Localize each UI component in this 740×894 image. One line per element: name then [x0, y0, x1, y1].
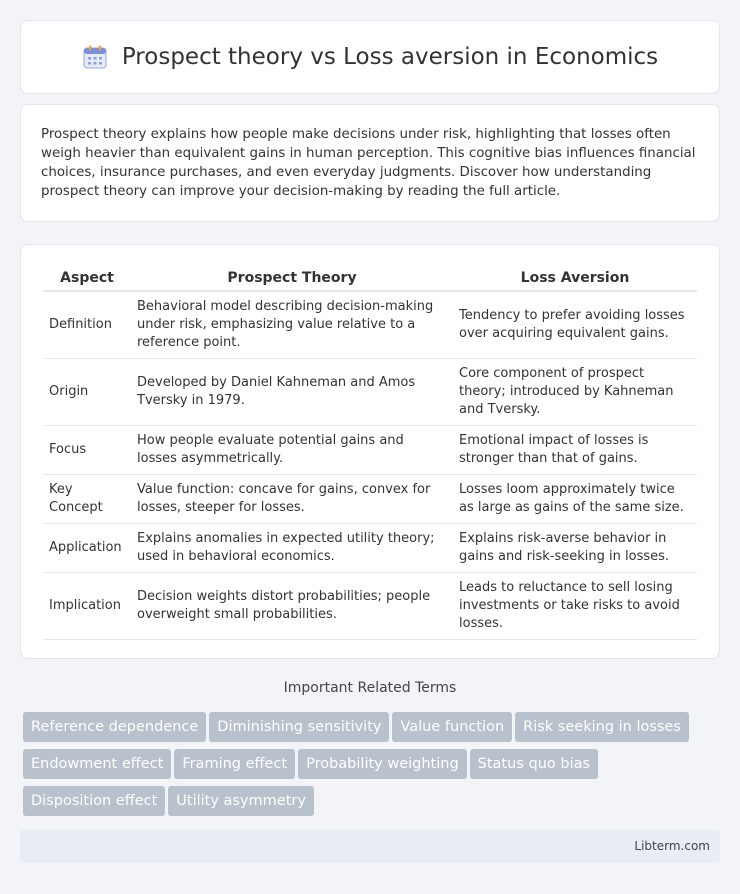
table-row	[43, 475, 697, 524]
cell-aspect: Origin	[43, 359, 131, 426]
table-row	[43, 426, 697, 475]
term-tag[interactable]: Probability weighting	[298, 749, 467, 779]
related-terms-title: Important Related Terms	[283, 680, 457, 696]
table-row	[43, 359, 697, 426]
cell-prospect-theory: Developed by Daniel Kahneman and Amos Tversky in 1979.	[131, 359, 453, 426]
term-tag[interactable]: Endowment effect	[23, 749, 171, 779]
cell-prospect-theory: Value function: concave for gains, convex for losses, steeper for losses.	[131, 475, 453, 524]
cell-aspect: Definition	[43, 291, 131, 359]
related-terms-list	[23, 712, 723, 823]
cell-loss-aversion: Explains risk-averse behavior in gains and risk-seeking in losses.	[453, 524, 697, 573]
term-tag[interactable]: Status quo bias	[470, 749, 598, 779]
title-card	[20, 20, 720, 94]
cell-loss-aversion: Tendency to prefer avoiding losses over acquiring equivalent gains.	[453, 291, 697, 359]
table-row	[43, 573, 697, 640]
comparison-table-card	[20, 244, 720, 659]
table-row	[43, 524, 697, 573]
cell-loss-aversion: Losses loom approximately twice as large as gains of the same size.	[453, 475, 697, 524]
calendar-icon	[82, 44, 108, 70]
cell-loss-aversion: Leads to reluctance to sell losing investments or take risks to avoid losses.	[453, 573, 697, 640]
cell-prospect-theory: Explains anomalies in expected utility theory; used in behavioral economics.	[131, 524, 453, 573]
cell-loss-aversion: Core component of prospect theory; introduced by Kahneman and Tversky.	[453, 359, 697, 426]
intro-card	[20, 104, 720, 222]
header-prospect-theory: Prospect Theory	[131, 263, 453, 291]
table-header-row	[43, 263, 697, 291]
footer-site-link[interactable]: Libterm.com	[634, 839, 710, 853]
term-tag[interactable]: Utility asymmetry	[168, 786, 314, 816]
intro-text: Prospect theory explains how people make decisions under risk, highlighting that losses often weigh heavier than equivalent gains in human perception. This cognitive bias influences financial choices, insurance purchases, and even everyday judgments. Discover how understanding prospect theory can improve your decision-making by reading the full article.	[41, 127, 696, 199]
cell-loss-aversion: Emotional impact of losses is stronger than that of gains.	[453, 426, 697, 475]
term-tag[interactable]: Risk seeking in losses	[515, 712, 689, 742]
term-tag[interactable]: Disposition effect	[23, 786, 165, 816]
table-row	[43, 291, 697, 359]
comparison-table	[43, 263, 697, 640]
cell-aspect: Key Concept	[43, 475, 131, 524]
cell-aspect: Focus	[43, 426, 131, 475]
header-loss-aversion: Loss Aversion	[453, 263, 697, 291]
footer	[20, 830, 720, 863]
term-tag[interactable]: Diminishing sensitivity	[209, 712, 389, 742]
cell-prospect-theory: How people evaluate potential gains and losses asymmetrically.	[131, 426, 453, 475]
term-tag[interactable]: Value function	[392, 712, 512, 742]
header-aspect: Aspect	[43, 263, 131, 291]
term-tag[interactable]: Reference dependence	[23, 712, 206, 742]
cell-prospect-theory: Decision weights distort probabilities; people overweight small probabilities.	[131, 573, 453, 640]
term-tag[interactable]: Framing effect	[174, 749, 295, 779]
cell-aspect: Application	[43, 524, 131, 573]
page-title: Prospect theory vs Loss aversion in Economics	[121, 44, 659, 70]
cell-prospect-theory: Behavioral model describing decision-making under risk, emphasizing value relative to a reference point.	[131, 291, 453, 359]
cell-aspect: Implication	[43, 573, 131, 640]
